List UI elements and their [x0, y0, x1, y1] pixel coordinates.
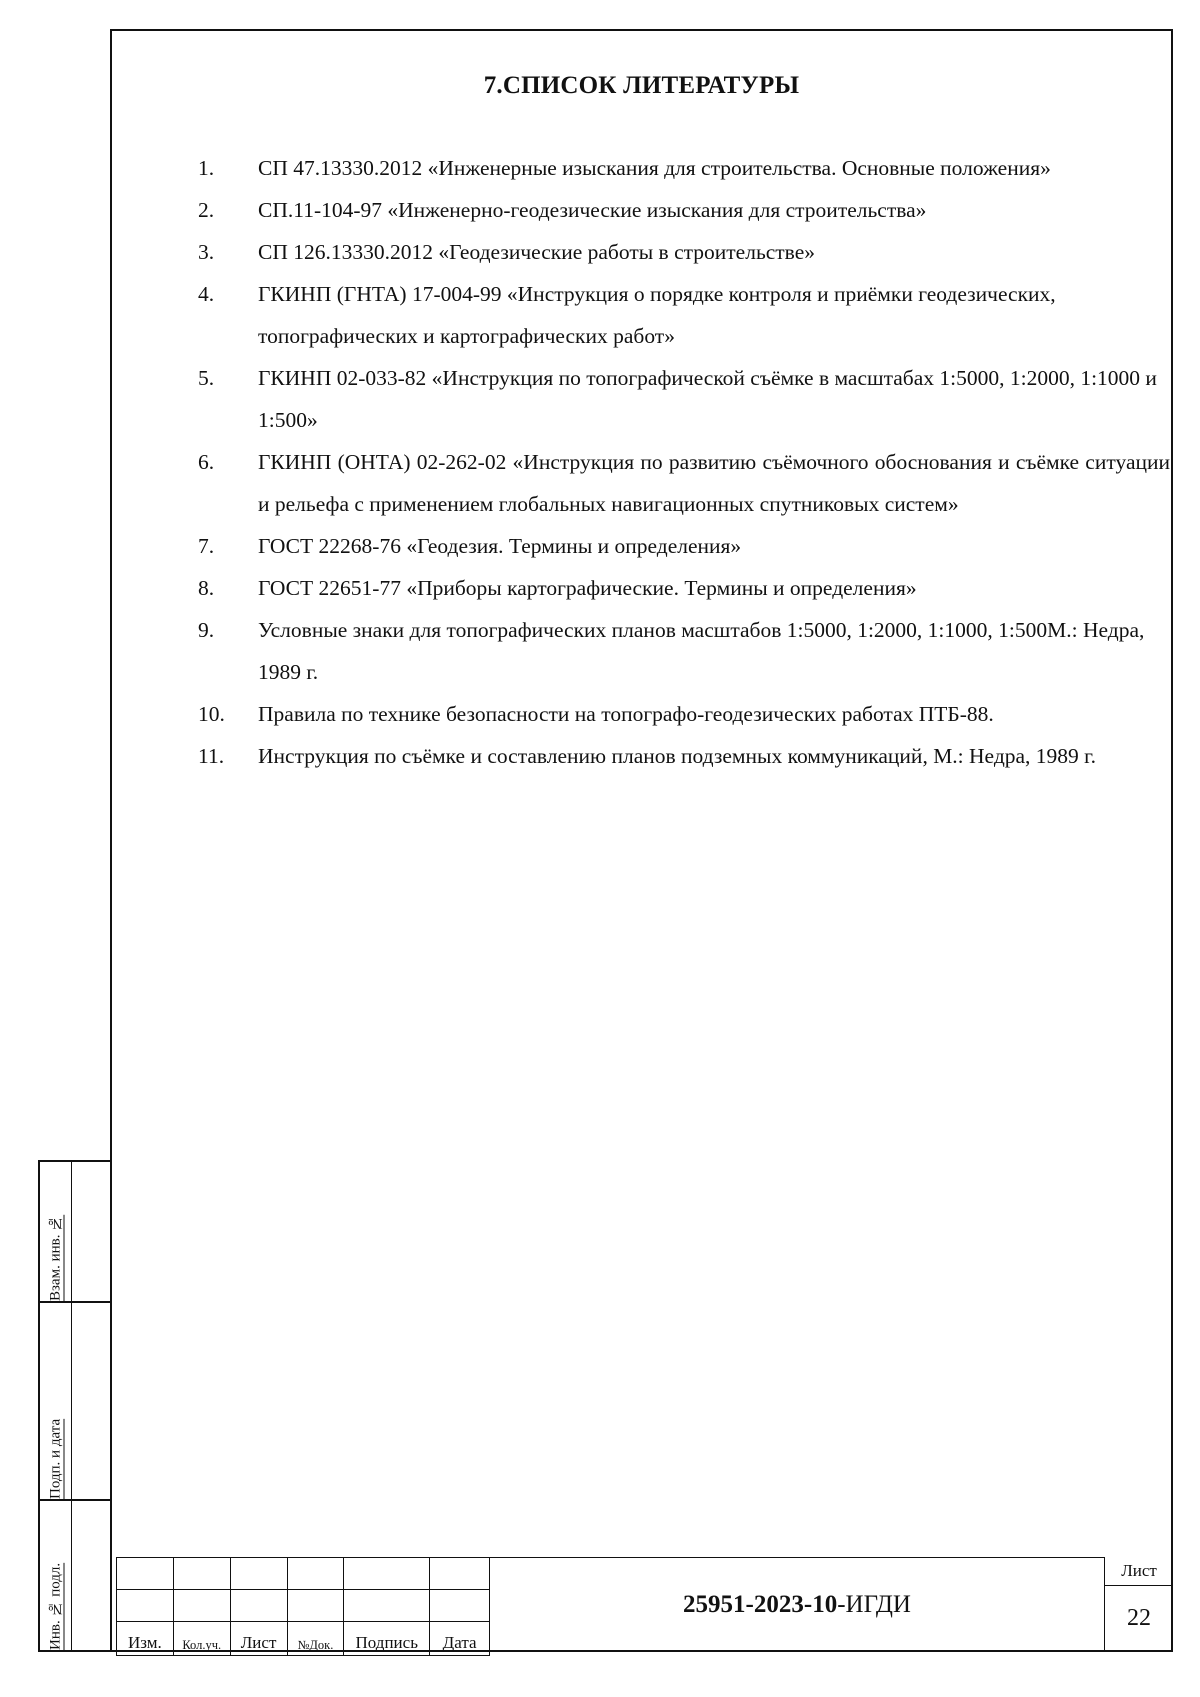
reference-text: СП 126.13330.2012 «Геодезические работы в строительстве»	[258, 240, 816, 264]
reference-item	[198, 525, 1170, 567]
reference-item	[198, 231, 1170, 273]
reference-number: 2.	[198, 198, 215, 222]
revision-header-row	[117, 1622, 490, 1656]
reference-number: 5.	[198, 366, 215, 390]
document-code-bold: 25951-2023-10	[683, 1590, 838, 1618]
reference-number: 3.	[198, 240, 215, 264]
reference-number: 1.	[198, 156, 215, 180]
reference-text: ГКИНП (ОНТА) 02-262-02 «Инструкция по развитию съёмочного обоснования и съёмке ситуации и рельефа с применением глобальных навигационных спутниковых систем»	[258, 450, 1170, 516]
reference-item	[198, 609, 1170, 693]
side-stamp-podp	[38, 1301, 110, 1501]
sheet-number: 22	[1127, 1605, 1151, 1631]
revision-cell	[287, 1590, 344, 1622]
reference-item	[198, 693, 1170, 735]
reference-number: 11.	[198, 744, 225, 768]
reference-text: ГКИНП 02-033-82 «Инструкция по топографической съёмке в масштабах 1:5000, 1:2000, 1:1000 и 1:500»	[258, 366, 1157, 432]
document-code-suffix: -ИГДИ	[837, 1590, 911, 1618]
revision-cell	[230, 1558, 287, 1590]
header-izm: Изм.	[117, 1622, 174, 1656]
revision-cell	[230, 1590, 287, 1622]
reference-item	[198, 735, 1170, 777]
reference-item	[198, 147, 1170, 189]
reference-text: СП.11-104-97 «Инженерно-геодезические изыскания для строительства»	[258, 198, 927, 222]
sheet-label: Лист	[1105, 1557, 1173, 1586]
reference-number: 6.	[198, 450, 215, 474]
header-podpis: Подпись	[344, 1622, 430, 1656]
revision-row	[117, 1558, 490, 1590]
side-stamp-inv-label: Инв. № подл.	[47, 1562, 64, 1650]
header-data: Дата	[430, 1622, 490, 1656]
reference-text: СП 47.13330.2012 «Инженерные изыскания для строительства. Основные положения»	[258, 156, 1051, 180]
side-stamp-vzam	[38, 1160, 110, 1303]
revision-cell	[430, 1590, 490, 1622]
side-stamp-vzam-label: Взам. инв. №	[47, 1214, 64, 1301]
revision-cell	[344, 1558, 430, 1590]
header-list: Лист	[230, 1622, 287, 1656]
side-stamp-podp-label: Подп. и дата	[47, 1418, 64, 1499]
reference-text: Условные знаки для топографических планов масштабов 1:5000, 1:2000, 1:1000, 1:500М.: Недра, 1989 г.	[258, 618, 1145, 684]
reference-list	[198, 147, 1170, 777]
section-title: 7.СПИСОК ЛИТЕРАТУРЫ	[483, 72, 800, 99]
reference-item	[198, 567, 1170, 609]
reference-text: Правила по технике безопасности на топографо-геодезических работах ПТБ-88.	[258, 702, 994, 726]
reference-number: 7.	[198, 534, 215, 558]
reference-item	[198, 273, 1170, 357]
side-stamp-inv	[38, 1499, 110, 1652]
revision-row	[117, 1590, 490, 1622]
header-nom-dok: №Док.	[287, 1622, 344, 1656]
sheet-box	[1105, 1557, 1173, 1652]
revision-cell	[430, 1558, 490, 1590]
title-block	[116, 1557, 1173, 1652]
reference-text: ГОСТ 22268-76 «Геодезия. Термины и определения»	[258, 534, 742, 558]
revision-cell	[117, 1590, 174, 1622]
reference-item	[198, 189, 1170, 231]
document-code	[490, 1557, 1105, 1652]
reference-number: 8.	[198, 576, 215, 600]
revision-cell	[173, 1590, 230, 1622]
revision-table	[116, 1557, 490, 1656]
reference-number: 9.	[198, 618, 215, 642]
reference-text: Инструкция по съёмке и составлению планов подземных коммуникаций, М.: Недра, 1989 г.	[258, 744, 1096, 768]
reference-item	[198, 357, 1170, 441]
revision-cell	[287, 1558, 344, 1590]
reference-number: 10.	[198, 702, 225, 726]
revision-cell	[117, 1558, 174, 1590]
revision-cell	[344, 1590, 430, 1622]
reference-number: 4.	[198, 282, 215, 306]
revision-cell	[173, 1558, 230, 1590]
reference-text: ГОСТ 22651-77 «Приборы картографические. Термины и определения»	[258, 576, 917, 600]
reference-item	[198, 441, 1170, 525]
header-kol-uch: Кол.уч.	[173, 1622, 230, 1656]
reference-text: ГКИНП (ГНТА) 17-004-99 «Инструкция о порядке контроля и приёмки геодезических, топографических и картографических работ»	[258, 282, 1056, 348]
